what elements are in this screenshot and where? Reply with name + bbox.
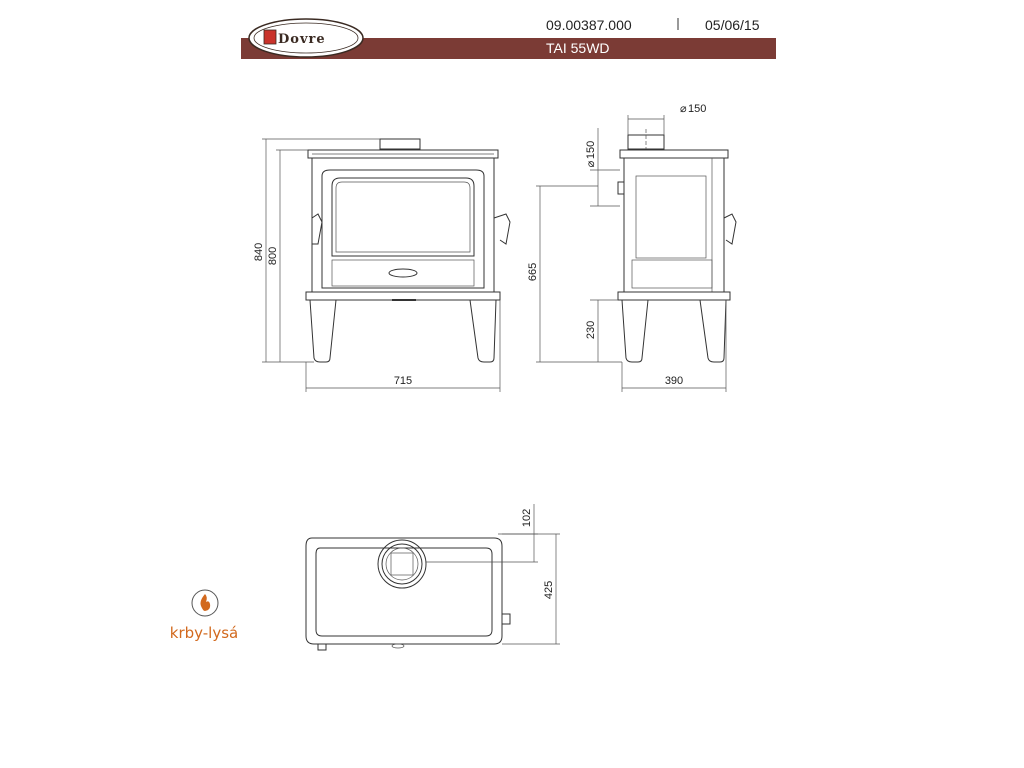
dim-width: 715 (393, 375, 413, 387)
dim-top-flue-offset: 102 (521, 508, 533, 528)
dim-flue-diameter-symbol: ⌀ (680, 103, 687, 115)
side-view (527, 103, 736, 392)
watermark-text: krby-lysá (169, 624, 239, 642)
front-view (253, 139, 510, 392)
dim-outlet-height: 665 (527, 262, 539, 282)
logo-text: Dovre (278, 32, 326, 47)
title-block (241, 17, 776, 59)
dim-leg-height: 230 (585, 320, 597, 340)
dim-depth: 390 (664, 375, 684, 387)
doc-number: 09.00387.000 (546, 17, 632, 33)
dovre-logo (249, 19, 363, 57)
doc-date: 05/06/15 (705, 17, 760, 33)
top-view (306, 504, 560, 650)
dim-flue-offset-symbol: ⌀ (585, 160, 597, 168)
dim-height-body: 800 (267, 246, 279, 266)
model-name: TAI 55WD (546, 40, 610, 56)
dim-flue-diameter: 150 (688, 103, 707, 115)
watermark (170, 590, 238, 642)
dim-flue-offset: 150 (585, 140, 597, 160)
dim-height-total: 840 (253, 242, 265, 262)
dim-top-depth: 425 (543, 580, 555, 600)
flame-icon (192, 590, 218, 616)
